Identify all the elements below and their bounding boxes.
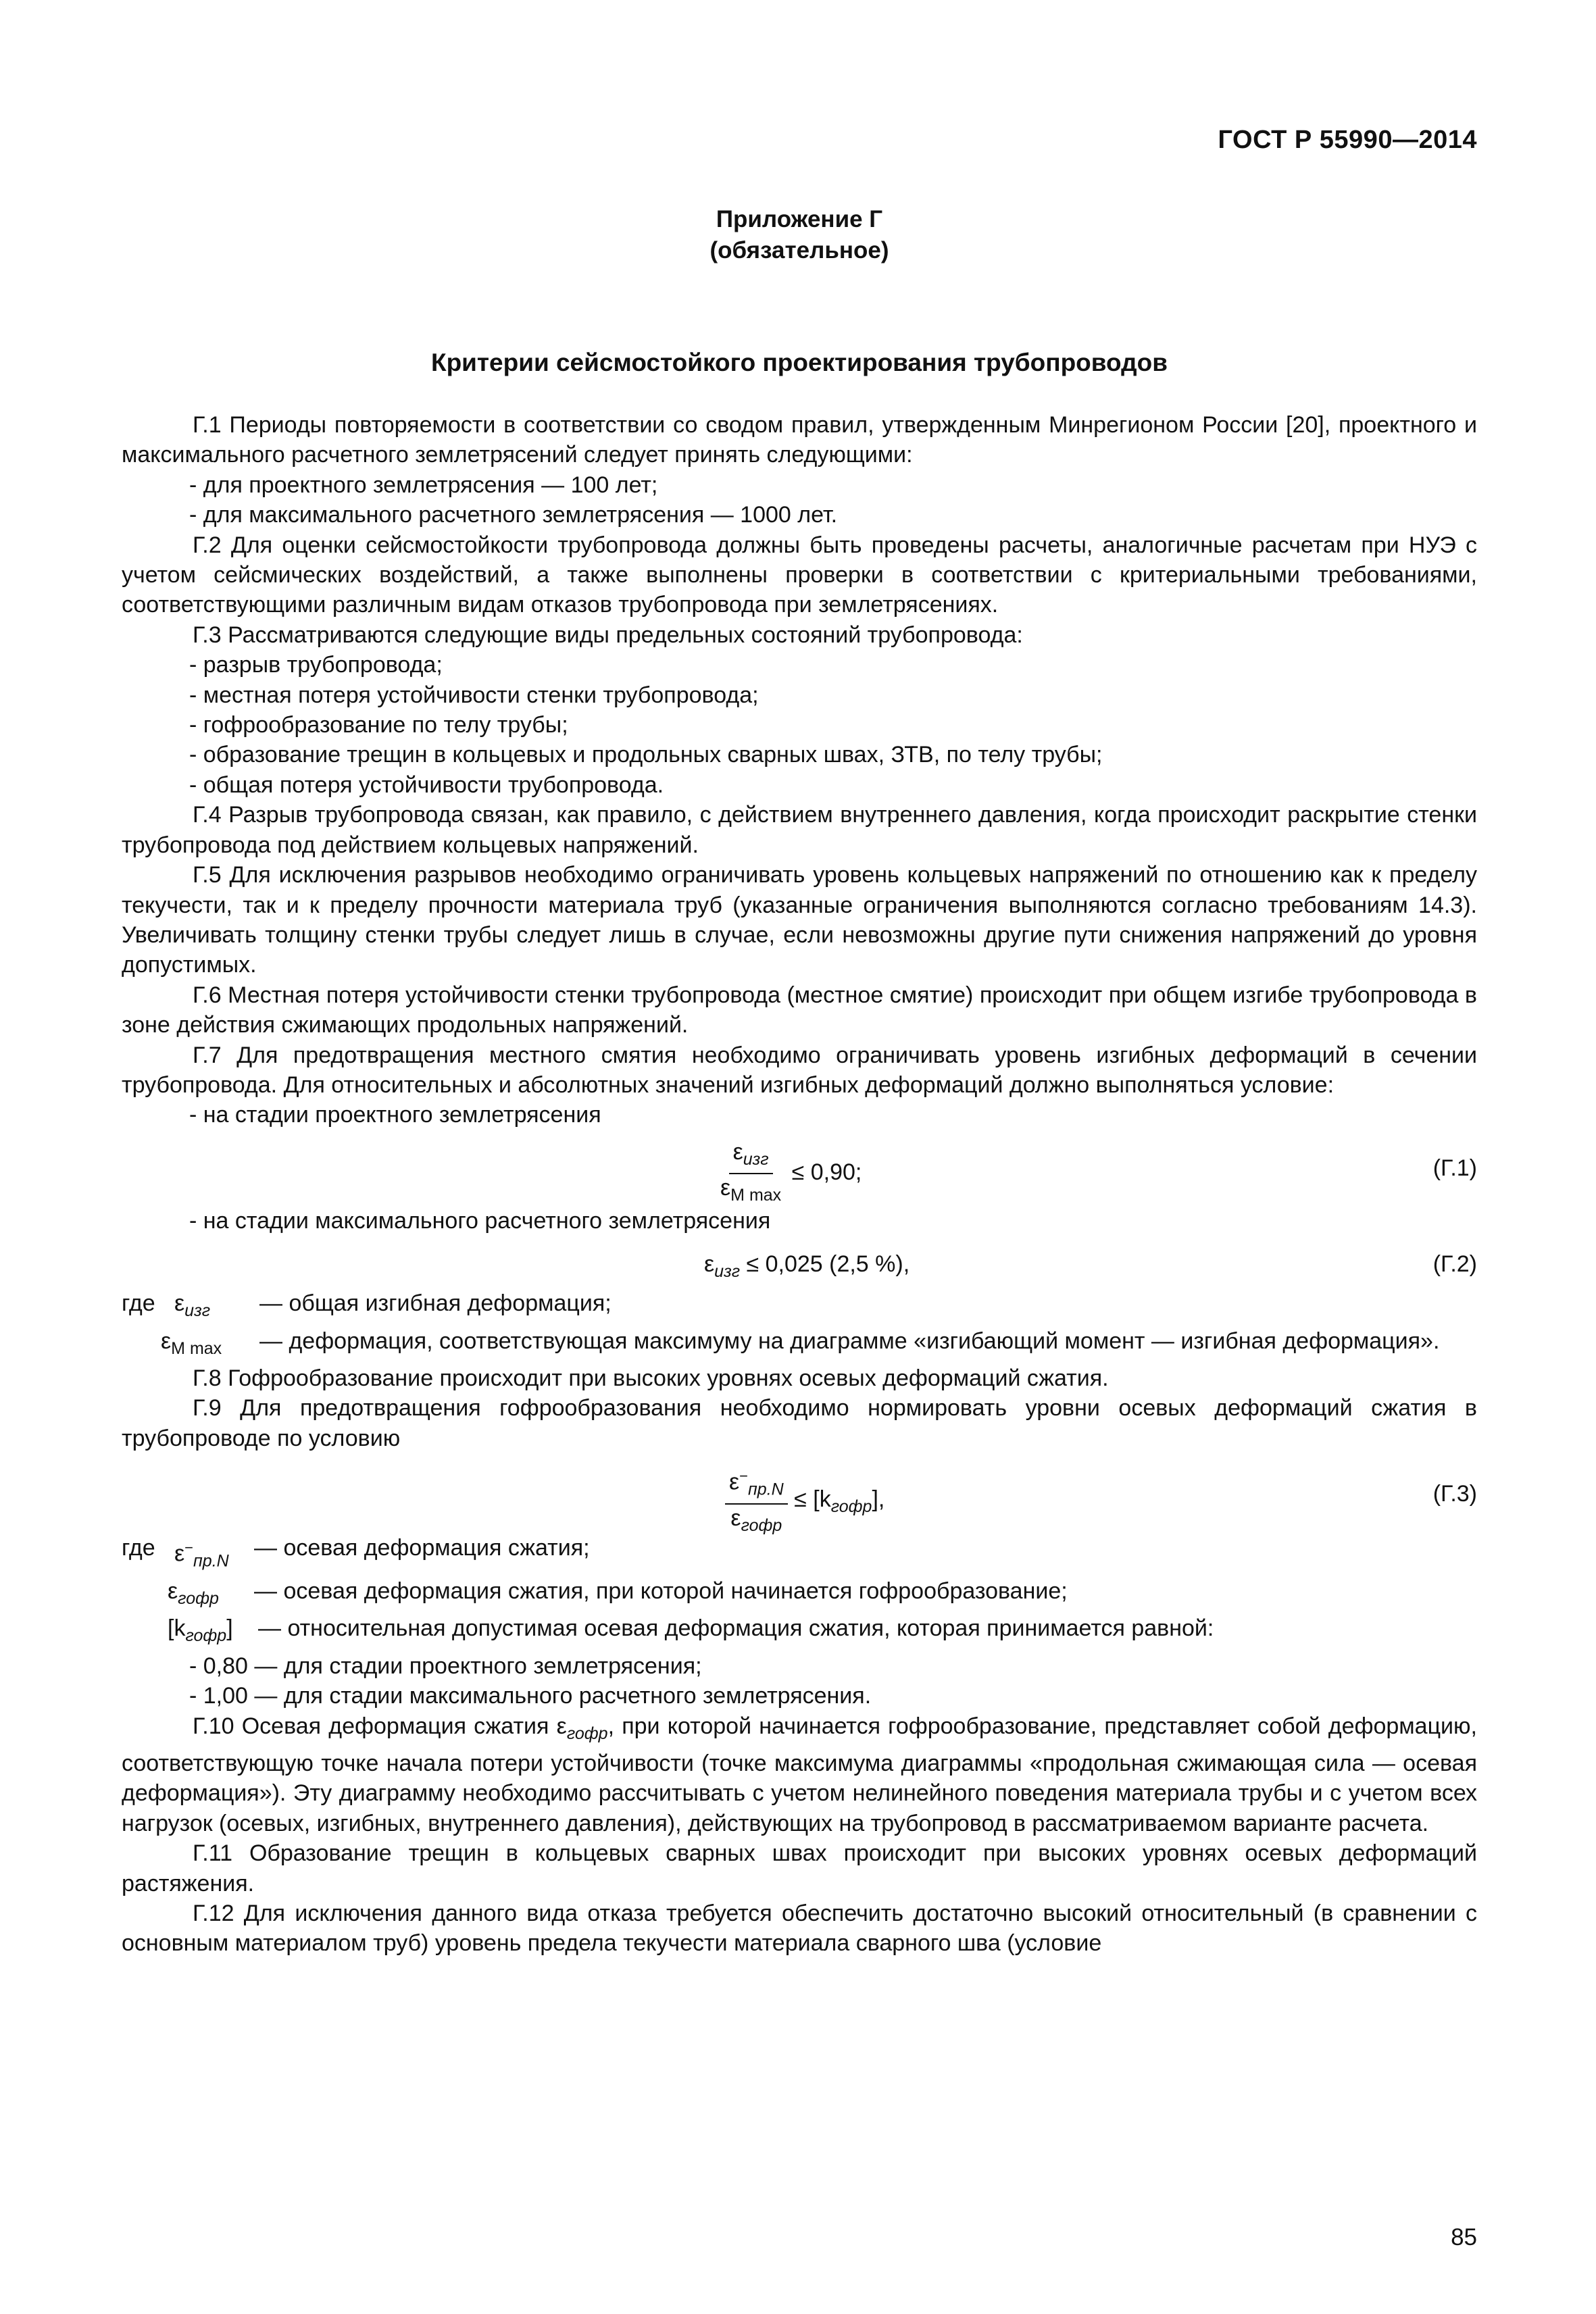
paragraph-g7: Г.7 Для предотвращения местного смятия необходимо ограничивать уровень изгибных деформаций в сечении трубопровода. Для относительных и абсолютных значений изгибных деформаций должно выполняться условие: — [122, 1042, 1477, 1098]
document-body — [122, 410, 1477, 1959]
definition-row: где $\varepsilon_{изг}$ — общая изгибная деформация; — [122, 1290, 612, 1321]
section-title: Критерии сейсмостойкого проектирования трубопроводов — [430, 349, 1168, 376]
paragraph-g12: Г.12 Для исключения данного вида отказа требуется обеспечить достаточно высокий относительный (в сравнении с основным материалом труб) уровень предела текучести материала сварного шва (условие — [122, 1900, 1477, 1957]
paragraph-g10: Г.10 Осевая деформация сжатия $\varepsilon_{гофр}$, при которой начинается гофрообразование, представляет собой деформацию, соответствующую точке начала потери устойчивости (точке максимума диаграммы «продольная сжимающая сила — осевая деформация»). Эту диаграмму необходимо рассчитывать с учетом нелинейного поведения материала трубы и с учетом всех нагрузок (осевых, изгибных, внутреннего давления), действующих на трубопровод в рассматриваемом варианте расчета. — [122, 1713, 1477, 1836]
paragraph-g11: Г.11 Образование трещин в кольцевых сварных швах происходит при высоких уровнях осевых деформаций растяжения. — [122, 1840, 1477, 1896]
standard-number: ГОСТ Р 55990—2014 — [1218, 126, 1477, 154]
appendix-status: (обязательное) — [709, 237, 889, 263]
paragraph-g2: Г.2 Для оценки сейсмостойкости трубопровода должны быть проведены расчеты, аналогичные расчетам при НУЭ с учетом сейсмических воздействий, а также выполнены проверки в соответствии с критериальными требованиями, соответствующими различным видам отказов трубопровода при землетрясениях. — [122, 532, 1477, 618]
formula-g2: $\varepsilon_{изг} \le 0,025$ (2,5 %), (Г.2) — [122, 1240, 1477, 1288]
formula-number: (Г.2) — [1432, 1251, 1477, 1278]
formula-g1 — [122, 1138, 1477, 1203]
list-item: - 1,00 — для стадии максимального расчетного землетрясения. — [189, 1683, 872, 1709]
fraction: $\frac{\varepsilon_{изг}}{\varepsilon_{M max}}$ — [720, 1138, 782, 1205]
appendix-label: Приложение Г — [716, 206, 883, 232]
formula-relation: ≤ 0,90; — [791, 1159, 862, 1185]
appendix-heading — [122, 204, 1477, 266]
formula-number: (Г.1) — [1432, 1155, 1477, 1181]
paragraph-g8: Г.8 Гофрообразование происходит при высоких уровнях осевых деформаций сжатия. — [193, 1365, 1109, 1391]
fraction: $\frac{\varepsilon^-_{пр.N}}{\varepsilon_{гофр}}$ — [725, 1463, 788, 1538]
paragraph-g5: Г.5 Для исключения разрывов необходимо ограничивать уровень кольцевых напряжений по отношению как к пределу текучести, так и к пределу прочности материала труб (указанные ограничения выполняются согласно требованиям 14.3). Увеличивать толщину стенки трубы следует лишь в случае, если невозможны другие пути снижения напряжений до уровня допустимых. — [122, 862, 1477, 978]
list-item: - образование трещин в кольцевых и продольных сварных швах, ЗТВ, по телу трубы; — [189, 742, 1103, 768]
list-item: - на стадии максимального расчетного землетрясения — [189, 1207, 771, 1234]
page-number: 85 — [1451, 2224, 1477, 2250]
formula-g3 — [122, 1463, 1477, 1533]
definition-row: $\varepsilon_{M max}$ — деформация, соответствующая максимуму на диаграмме «изгибающий момент — изгибная деформация». — [161, 1328, 1440, 1358]
paragraph-g1: Г.1 Периоды повторяемости в соответствии со сводом правил, утвержденным Минрегионом России [20], проектного и максимального расчетного землетрясений следует принять следующими: — [122, 412, 1477, 468]
formula-number: (Г.3) — [1432, 1481, 1477, 1507]
paragraph-g6: Г.6 Местная потеря устойчивости стенки трубопровода (местное смятие) происходит при общем изгибе трубопровода в зоне действия сжимающих продольных напряжений. — [122, 982, 1477, 1038]
list-item: - гофрообразование по телу трубы; — [189, 712, 568, 738]
formula-relation: ≤ 0,025 (2,5 %), — [746, 1251, 910, 1278]
list-item: - местная потеря устойчивости стенки трубопровода; — [189, 682, 759, 708]
definition-row: $[k_{гофр}]$ — относительная допустимая осевая деформация сжатия, которая принимается равной: — [168, 1615, 1214, 1646]
list-item: - для проектного землетрясения — 100 лет; — [189, 472, 658, 498]
definition-row: $\varepsilon_{гофр}$ — осевая деформация сжатия, при которой начинается гофрообразование; — [168, 1578, 1068, 1608]
paragraph-g9: Г.9 Для предотвращения гофрообразования необходимо нормировать уровни осевых деформаций сжатия в трубопроводе по условию — [122, 1395, 1477, 1451]
list-item: - 0,80 — для стадии проектного землетрясения; — [189, 1653, 702, 1679]
definition-row: где $\varepsilon^-_{пр.N}$ — осевая деформация сжатия; — [122, 1535, 590, 1571]
document-page — [122, 115, 1477, 2263]
list-item: - общая потеря устойчивости трубопровода. — [189, 772, 664, 798]
list-item: - разрыв трубопровода; — [189, 652, 443, 678]
list-item: - на стадии проектного землетрясения — [189, 1102, 601, 1128]
paragraph-g3: Г.3 Рассматриваются следующие виды предельных состояний трубопровода: — [193, 622, 1023, 648]
list-item: - для максимального расчетного землетрясения — 1000 лет. — [189, 502, 838, 528]
formula-relation: ≤ $[k_{гофр}]$, — [794, 1486, 885, 1517]
paragraph-g4: Г.4 Разрыв трубопровода связан, как правило, с действием внутреннего давления, когда происходит раскрытие стенки трубопровода под действием кольцевых напряжений. — [122, 802, 1477, 858]
